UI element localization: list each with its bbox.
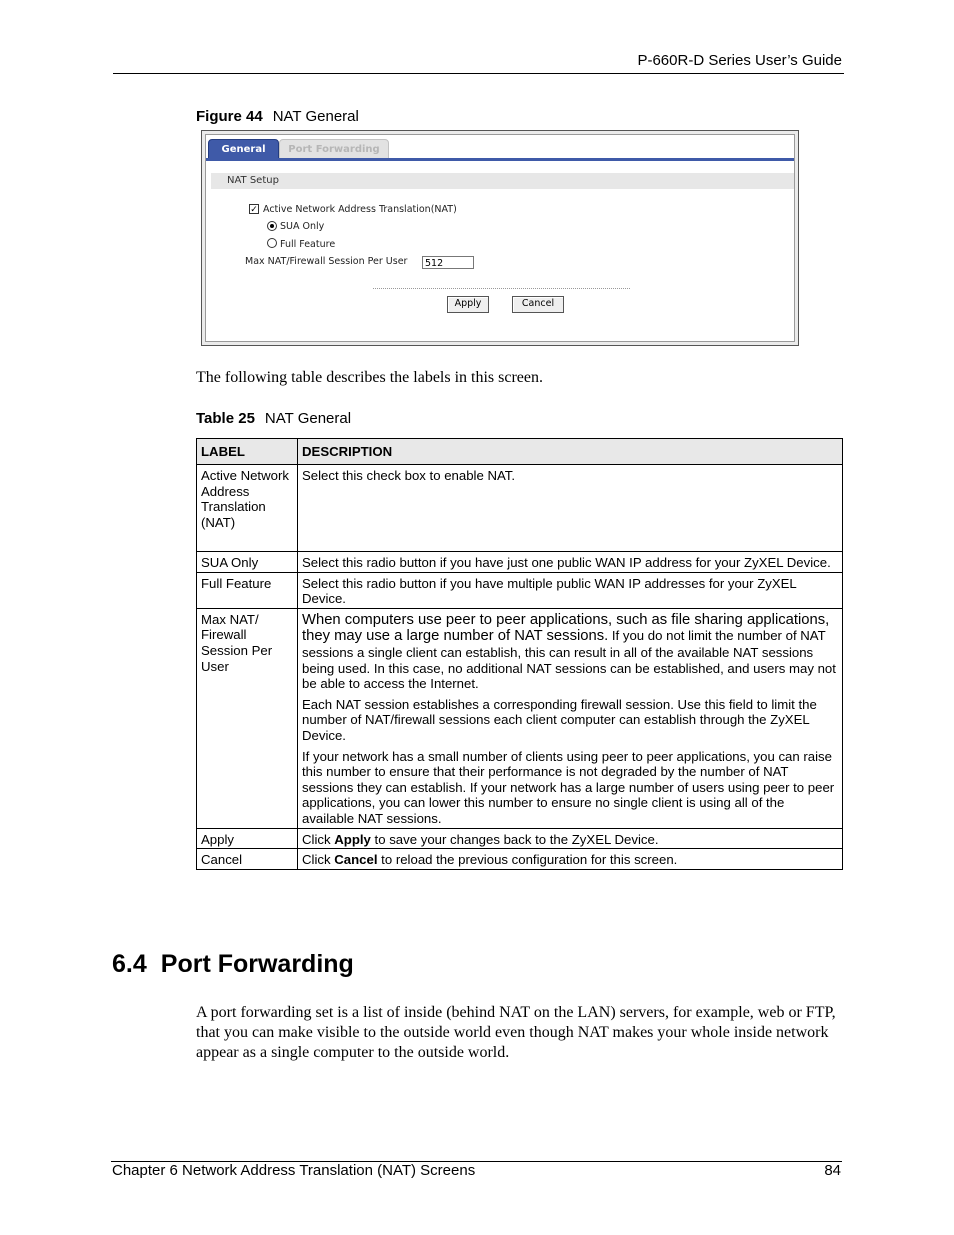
sua-only-radio[interactable] <box>267 221 277 231</box>
screen-panel <box>205 134 795 342</box>
row-label: Apply <box>197 828 298 849</box>
footer-chapter: Chapter 6 Network Address Translation (NAT) Screens <box>112 1162 476 1179</box>
table-row <box>197 572 843 608</box>
header-rule <box>113 73 844 74</box>
table-row <box>197 608 843 828</box>
table-row <box>197 828 843 849</box>
row-label: SUA Only <box>197 552 298 573</box>
header-label: LABEL <box>197 439 298 465</box>
dotted-separator <box>373 288 630 289</box>
row-description <box>298 828 843 849</box>
tab-underline <box>206 158 794 161</box>
nat-general-screenshot <box>201 130 799 346</box>
cancel-button[interactable]: Cancel <box>512 296 564 313</box>
figure-caption <box>196 108 359 125</box>
section-title: Port Forwarding <box>160 950 354 978</box>
table-row <box>197 465 843 552</box>
desc-text: Click <box>302 852 335 868</box>
row-label: Max NAT/ Firewall Session Per User <box>197 608 298 828</box>
section-number: 6.4 <box>112 950 147 978</box>
description-lead: When computers use peer to peer applications, such as file sharing applications, they may use a large number of NAT sessions. <box>302 611 830 645</box>
desc-bold: Apply <box>334 831 371 847</box>
row-description: Select this radio button if you have just one public WAN IP address for your ZyXEL Device. <box>298 552 843 573</box>
row-description: Select this check box to enable NAT. <box>298 465 843 552</box>
full-feature-radio[interactable] <box>267 238 277 248</box>
max-session-input[interactable]: 512 <box>422 256 474 269</box>
table-row <box>197 849 843 870</box>
figure-caption-number: Figure 44 <box>196 108 263 125</box>
desc-bold: Cancel <box>334 852 378 868</box>
header-description: DESCRIPTION <box>298 439 843 465</box>
running-header-title: P-660R-D Series User’s Guide <box>637 52 842 69</box>
tab-general[interactable]: General <box>208 139 279 160</box>
sua-only-label: SUA Only <box>280 221 325 232</box>
apply-button[interactable]: Apply <box>447 296 489 313</box>
row-label: Cancel <box>197 849 298 870</box>
row-label: Active Network Address Translation (NAT) <box>197 465 298 552</box>
description-paragraph: If your network has a small number of clients using peer to peer applications, you can raise this number to ensure that their performance is not degraded by the number of NAT sessions they can establish. If your network has a large number of users using peer to peer applications, you can lower this number to ensure no single client is using all of the available NAT sessions. <box>302 748 835 826</box>
desc-text: to reload the previous configuration for this screen. <box>377 852 678 868</box>
row-description <box>298 849 843 870</box>
footer-page-number: 84 <box>824 1162 841 1179</box>
section-heading <box>112 950 354 979</box>
section-paragraph: A port forwarding set is a list of inside (behind NAT on the LAN) servers, for example, web or FTP, that you can make visible to the outside world even though NAT makes your whole inside network appear as a single computer to the outside world. <box>196 1004 836 1061</box>
description-paragraph <box>302 612 838 692</box>
row-label: Full Feature <box>197 572 298 608</box>
max-session-label: Max NAT/Firewall Session Per User <box>245 256 408 267</box>
intro-paragraph: The following table describes the labels in this screen. <box>196 369 544 386</box>
table-header-row <box>197 439 843 465</box>
table-caption-number: Table 25 <box>196 410 255 427</box>
desc-text: to save your changes back to the ZyXEL Device. <box>370 831 659 847</box>
table-row <box>197 552 843 573</box>
tab-port-forwarding[interactable]: Port Forwarding <box>279 139 389 160</box>
description-rest: If you do not limit the number of NAT sessions a single client can establish, this can result in all of the available NAT sessions being used. In this case, no additional NAT sessions can be established, and users may not be able to access the Internet. <box>302 628 836 692</box>
full-feature-label: Full Feature <box>280 239 336 250</box>
figure-caption-text: NAT General <box>272 108 359 125</box>
table-caption-text: NAT General <box>264 410 352 427</box>
row-description: Select this radio button if you have multiple public WAN IP addresses for your ZyXEL Device. <box>298 572 843 608</box>
description-paragraph: Each NAT session establishes a corresponding firewall session. Use this field to limit the number of NAT/firewall sessions each client computer can establish through the ZyXEL Device. <box>302 696 817 743</box>
desc-text: Click <box>302 831 335 847</box>
nat-setup-section-title: NAT Setup <box>211 173 794 189</box>
row-description <box>298 608 843 828</box>
table-caption <box>196 410 351 427</box>
active-nat-label: Active Network Address Translation(NAT) <box>263 204 457 215</box>
active-nat-checkbox[interactable]: ✓ <box>250 204 258 214</box>
nat-general-table <box>196 438 843 870</box>
